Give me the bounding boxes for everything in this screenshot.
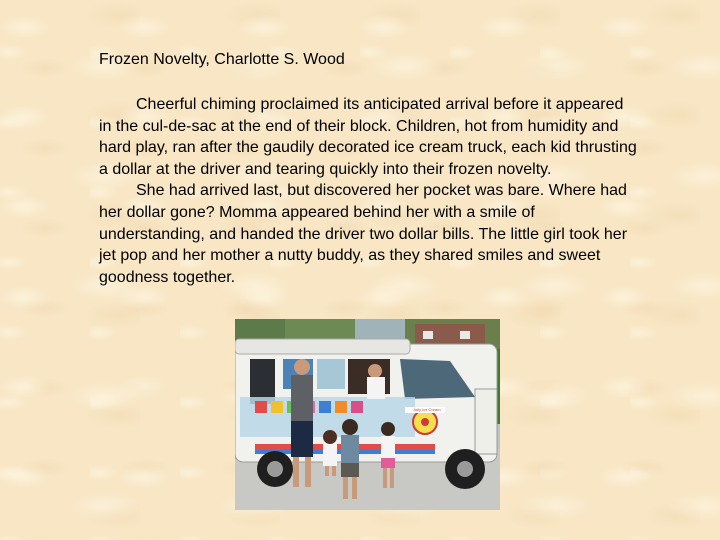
paragraph: She had arrived last, but discovered her pocket was bare. Where had her dollar gone? Momma appeared behind her with a smile of understanding, and handed the driver two dollar bills. The little girl took her jet pop and her mother a nutty buddy, as they shared smiles and sweet goodness together. — [99, 182, 628, 286]
story-text — [99, 94, 639, 288]
paragraph: Cheerful chiming proclaimed its anticipated arrival before it appeared in the cul-de-sac at the end of their block. Children, hot from humidity and hard play, ran after the gaudily decorated ice cream truck, each kid thrusting a dollar at the driver and tearing quickly into their frozen novelty. — [99, 96, 637, 178]
photo-illustration — [235, 319, 500, 510]
story-title: Frozen Novelty, Charlotte S. Wood — [99, 51, 345, 68]
truck-sign-text: Jolly Ice Cream — [413, 407, 441, 412]
ice-cream-truck-photo — [235, 319, 500, 510]
